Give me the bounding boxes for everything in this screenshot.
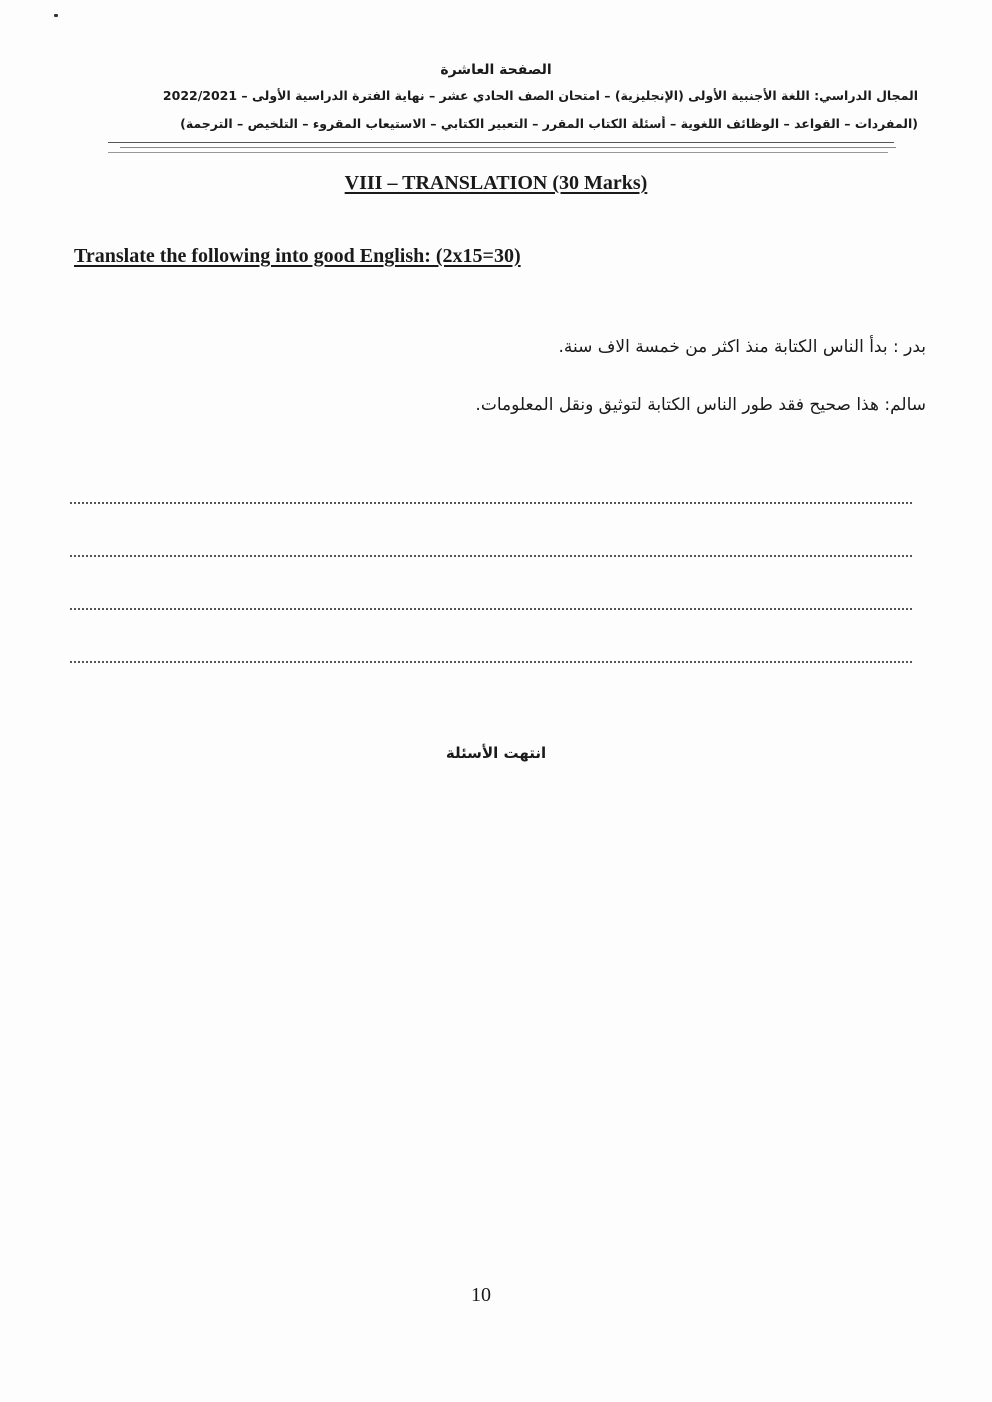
section-heading [0,172,992,195]
header-rule [108,152,888,153]
answer-line[interactable] [70,555,912,557]
page-number: 10 [471,1284,491,1306]
topics-line: (المفردات – القواعد – الوظائف اللغوية – أسئلة الكتاب المقرر – التعبير الكتابي – الاستيعاب المقروء – التلخيص – الترجمة) [180,116,918,131]
end-of-questions: انتهت الأسئلة [445,744,547,762]
dialogue-line-salem: سالم: هذا صحيح فقد طور الناس الكتابة لتوثيق ونقل المعلومات. [475,395,926,415]
header-rule [108,142,894,143]
subject-line: المجال الدراسي: اللغة الأجنبية الأولى (الإنجليزية) – امتحان الصف الحادي عشر – نهاية الفترة الدراسية الأولى – 2022/2021 [162,88,918,103]
scan-speck [54,14,58,17]
answer-line[interactable] [70,661,912,663]
instruction-text: Translate the following into good English: (2x15=30) [74,245,521,267]
answer-line[interactable] [70,608,912,610]
answer-line[interactable] [70,502,912,504]
page-label: الصفحة العاشرة [440,62,552,78]
dialogue-line-badr: بدر : بدأ الناس الكتابة منذ اكثر من خمسة الاف سنة. [558,337,926,357]
header-rule [120,147,896,148]
section-title: VIII – TRANSLATION (30 Marks) [344,172,648,194]
